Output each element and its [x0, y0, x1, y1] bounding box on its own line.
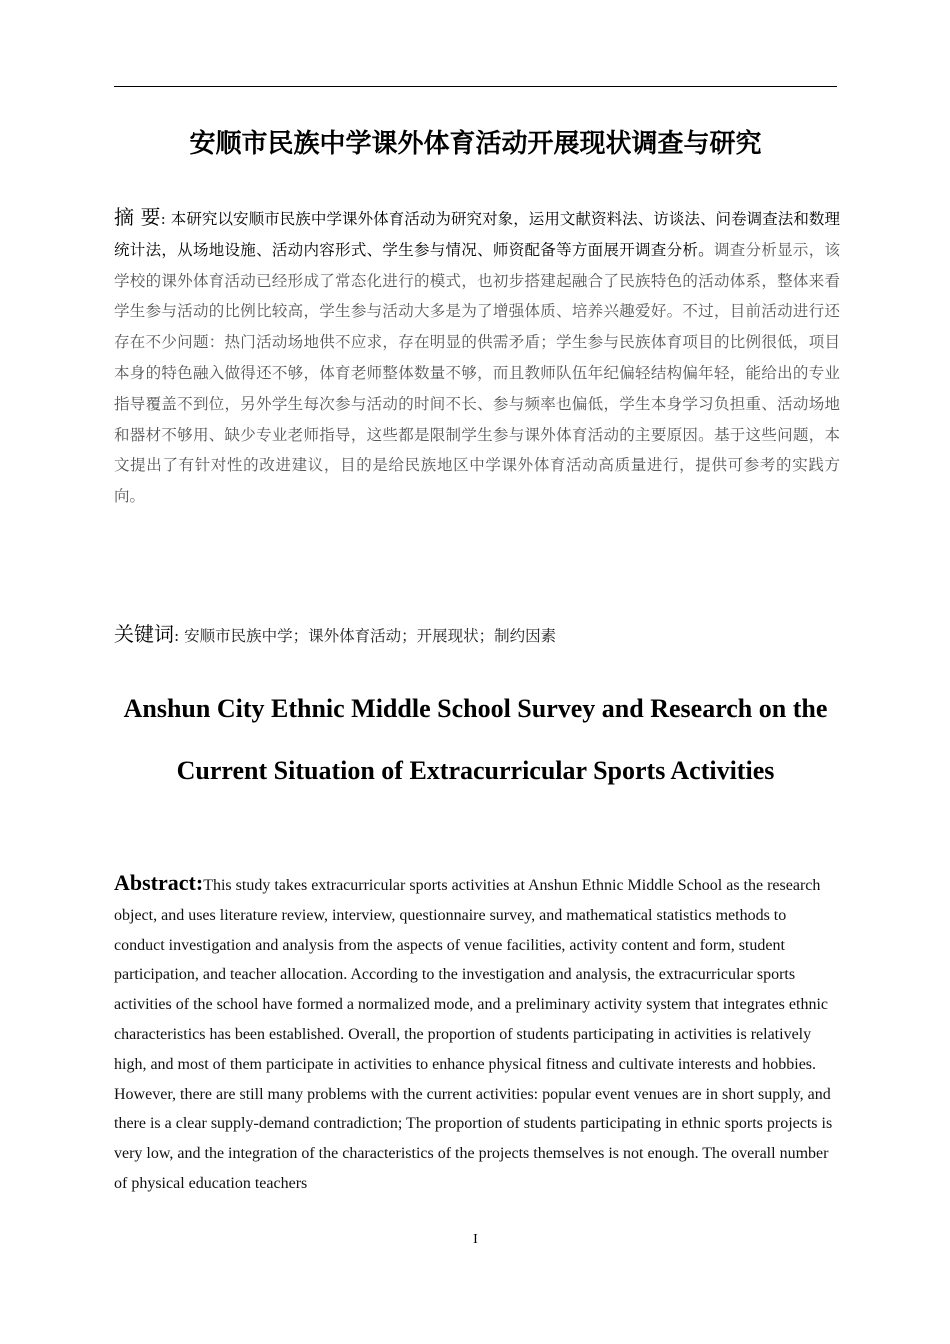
chinese-abstract-label: 摘 要 — [114, 205, 161, 229]
chinese-abstract-separator: : — [160, 210, 166, 228]
chinese-keywords — [114, 619, 837, 651]
english-title — [114, 678, 837, 802]
chinese-keywords-label: 关键词 — [114, 622, 174, 646]
english-abstract — [114, 868, 837, 1199]
chinese-keywords-separator: : — [174, 627, 180, 645]
chinese-abstract-text-first: 本研究以安顺市民族中学课外体育活动为研究对象，运用文献资料法、访谈法、问卷调查法和数理统计法，从场地设施、活动内容形式、学生参与情况、师资配备等方面展开调查分析。 — [114, 210, 840, 259]
english-abstract-text: This study takes extracurricular sports activities at Anshun Ethnic Middle School as the research object, and uses literature review, interview, questionnaire survey, and mathematical statistics methods to conduct investigation and analysis from the aspects of venue facilities, activity content and form, student participation, and teacher allocation. According to the investigation and analysis, the extracurricular sports activities of the school have formed a normalized mode, and a preliminary activity system that integrates ethnic characteristics has been established. Overall, the proportion of students participating in activities is relatively high, and most of them participate in activities to enhance physical fitness and cultivate interests and hobbies. However, there are still many problems with the current activities: popular event venues are in short supply, and there is a clear supply-demand contradiction; The proportion of students participating in ethnic sports projects is very low, and the integration of the characteristics of the projects themselves is not enough. The overall number of physical education teachers — [114, 877, 833, 1192]
chinese-abstract-text-rest: 调查分析显示，该学校的课外体育活动已经形成了常态化进行的模式，也初步搭建起融合了民族特色的活动体系，整体来看学生参与活动的比例比较高，学生参与活动大多是为了增强体质、培养兴趣爱好。不过，目前活动进行还存在不少问题：热门活动场地供不应求，存在明显的供需矛盾；学生参与民族体育项目的比例很低，项目本身的特色融入做得还不够，体育老师整体数量不够，而且教师队伍年纪偏轻结构偏年轻，能给出的专业指导覆盖不到位，另外学生每次参与活动的时间不长、参与频率也偏低，学生本身学习负担重、活动场地和器材不够用、缺少专业老师指导，这些都是限制学生参与课外体育活动的主要原因。基于这些问题，本文提出了有针对性的改进建议，目的是给民族地区中学课外体育活动高质量进行，提供可参考的实践方向。 — [114, 240, 840, 506]
header-rule — [114, 86, 837, 87]
chinese-abstract — [114, 202, 840, 512]
page-number: I — [473, 1232, 478, 1247]
chinese-title: 安顺市民族中学课外体育活动开展现状调查与研究 — [189, 129, 762, 159]
english-title-line-2: Current Situation of Extracurricular Sports Activities — [176, 756, 775, 785]
english-title-line-1: Anshun City Ethnic Middle School Survey and Research on the — [123, 694, 828, 723]
english-abstract-label: Abstract: — [114, 870, 204, 895]
chinese-keywords-text: 安顺市民族中学；课外体育活动；开展现状；制约因素 — [184, 627, 557, 645]
